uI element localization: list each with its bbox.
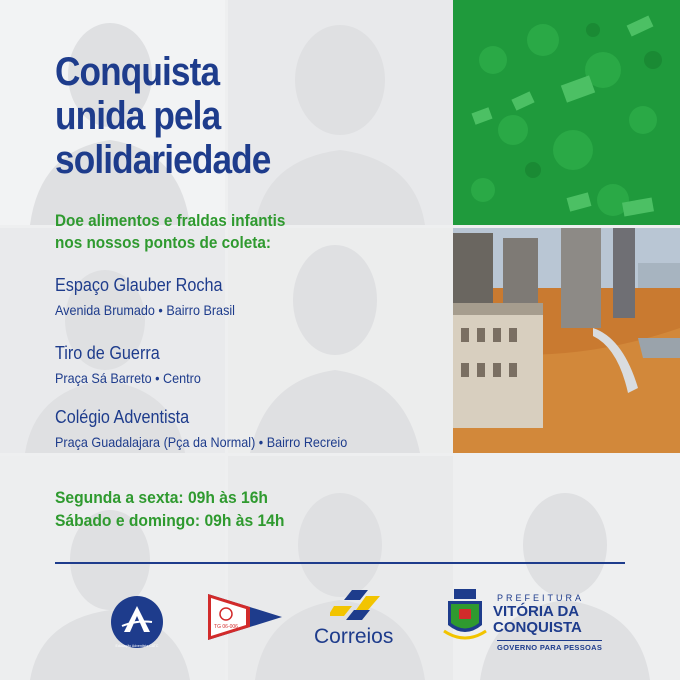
correios-wordmark: Correios: [314, 625, 394, 648]
correios-logo-icon: [330, 588, 384, 624]
prefeitura-slogan: GOVERNO PARA PESSOAS: [497, 640, 602, 652]
title-line-3: solidariedade: [55, 138, 271, 182]
divider-line: [55, 562, 625, 564]
location-address: Praça Guadalajara (Pça da Normal) • Bairro Recreio: [55, 434, 348, 450]
prefeitura-label: PREFEITURA: [497, 593, 585, 603]
location-espaco-glauber: [55, 274, 235, 320]
prefeitura-name-line-2: CONQUISTA: [493, 619, 582, 636]
intro-line-1: Doe alimentos e fraldas infantis: [55, 211, 286, 230]
prefeitura-coat-of-arms-icon: [442, 587, 488, 645]
adventista-logo-icon: [110, 592, 164, 652]
adventista-logo-text: Educação Adventista CATC: [115, 644, 159, 648]
flood-city-photo: [453, 228, 680, 453]
title-line-2: unida pela: [55, 94, 221, 138]
tiro-text: TG 06-006: [214, 624, 238, 630]
intro-text: [55, 210, 285, 254]
prefeitura-name: [493, 604, 582, 636]
location-address: Avenida Brumado • Bairro Brasil: [55, 302, 235, 318]
page-title: [55, 50, 319, 182]
location-tiro-de-guerra: [55, 342, 201, 388]
intro-line-2: nos nossos pontos de coleta:: [55, 233, 271, 252]
location-name: Tiro de Guerra: [55, 343, 160, 363]
prefeitura-name-line-1: VITÓRIA DA: [493, 603, 580, 620]
hours-weekend: Sábado e domingo: 09h às 14h: [55, 511, 285, 530]
title-line-1: Conquista: [55, 50, 220, 94]
location-name: Colégio Adventista: [55, 407, 190, 427]
opening-hours: [55, 486, 284, 532]
location-address: Praça Sá Barreto • Centro: [55, 370, 201, 386]
location-colegio-adventista: [55, 406, 347, 452]
hours-weekdays: Segunda a sexta: 09h às 16h: [55, 488, 268, 507]
flood-aerial-photo: [453, 0, 680, 225]
location-name: Espaço Glauber Rocha: [55, 275, 223, 295]
tiro-de-guerra-pennant-icon: [206, 592, 284, 642]
